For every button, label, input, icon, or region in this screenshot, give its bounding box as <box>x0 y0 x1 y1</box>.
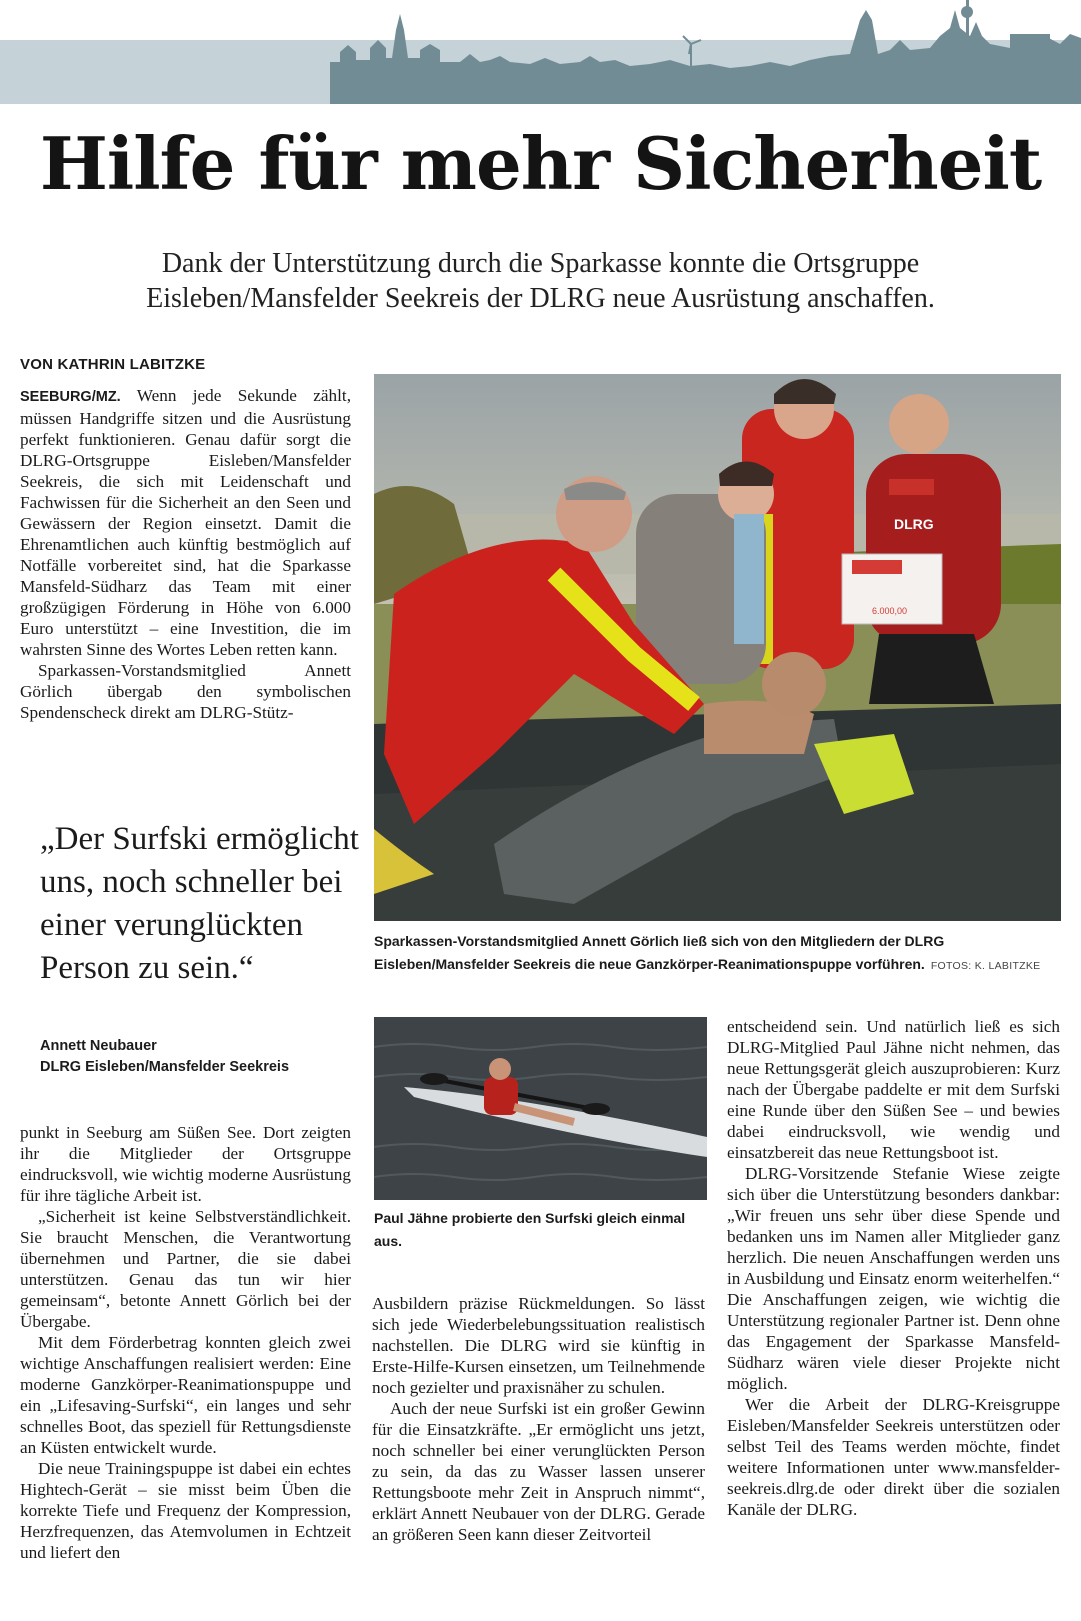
surfski-scene-illustration <box>374 1017 707 1200</box>
headline: Hilfe für mehr Sicherheit <box>39 121 1042 206</box>
cpr-scene-illustration <box>374 374 1061 921</box>
dateline: SEEBURG/MZ. <box>20 389 121 405</box>
paragraph: Mit dem Förderbetrag konnten gleich zwei wichtige Anschaffungen realisiert werden: Eine moderne Ganzkörper-Reanimationspuppe und ein „Lifesaving-Surfski“, ein langes und sehr schnelles Boot, das speziell für Rettungsdienste an Küsten entwickelt wurde. <box>20 1333 351 1457</box>
subhead-line-1: Dank der Unterstützung durch die Sparkasse konnte die Ortsgruppe <box>161 248 920 279</box>
surfski-photo <box>374 1017 707 1200</box>
subheadline <box>70 246 1011 316</box>
main-photo-cpr-demonstration <box>374 374 1061 921</box>
paragraph: DLRG-Vorsitzende Stefanie Wiese zeigte sich über die Unterstützung besonders dankbar: „Wir freuen uns sehr über diese Spende und bedanken uns im Namen aller Mitglieder ganz herzlich. Die neuen Anschaffungen werden uns in Ausbildung und Einsatz enorm weiterhelfen.“ Die Anschaffungen zeigen, wie wichtig die Unterstützung regionaler Partner ist. Denn ohne das Engagement der Sparkasse Mansfeld-Südharz wären viele dieser Projekte nicht möglich. <box>727 1164 1060 1393</box>
paragraph: Wer die Arbeit der DLRG-Kreisgruppe Eisleben/Mansfelder Seekreis unterstützen oder selbst Teil des Teams werden möchte, findet weitere Informationen unter www.mansfelder-seekreis.dlrg.de oder direkt über die sozialen Kanäle der DLRG. <box>727 1395 1060 1519</box>
article-column-1-bottom <box>20 1122 351 1563</box>
cheque-amount: 6.000,00 <box>872 606 908 616</box>
paragraph: punkt in Seeburg am Süßen See. Dort zeigten ihr die Mitglieder der Ortsgruppe eindrucksvoll, wie wichtig moderne Ausrüstung für ihre tägliche Arbeit ist. <box>20 1123 351 1205</box>
photo-credit: FOTOS: K. LABITZKE <box>930 960 1041 972</box>
paragraph: Die neue Trainingspuppe ist dabei ein echtes Hightech-Gerät – sie misst beim Üben die korrekte Tiefe und Frequenz der Kompression, Herzfrequenzen, das Atemvolumen in Echtzeit und liefert den <box>20 1459 351 1562</box>
paragraph-text: Wenn jede Sekunde zählt, müssen Handgriffe sitzen und die Ausrüstung perfekt funktionieren. Genau dafür sorgt die DLRG-Ortsgruppe Eisleben/Mansfelder Seekreis, die sich mit Leidenschaft und Fachwissen für die Sicherheit an den Seen und Gewässern der Region einsetzt. Damit die Ehrenamtlichen auch künftig bestmöglich auf Notfälle vorbereitet sind, hat die Sparkasse Mansfeld-Südharz das Team mit einer großzügigen Förderung in Höhe von 6.000 Euro unterstützt – eine Investition, die im wahrsten Sinne des Wortes Leben retten kann. <box>20 386 351 659</box>
caption-text: Sparkassen-Vorstandsmitglied Annett Görlich ließ sich von den Mitgliedern der DLRG Eisleben/Mansfelder Seekreis die neue Ganzkörper-Reanimationspuppe vorführen. <box>374 933 945 972</box>
article-column-2 <box>372 1293 705 1545</box>
pull-quote-name: Annett Neubauer <box>40 1038 157 1054</box>
paragraph: „Sicherheit ist keine Selbstverständlichkeit. Sie braucht Menschen, die Verantwortung übernehmen und Partner, die sie dabei unterstützen. Genau das tun wir hier gemeinsam“, betonte Annett Görlich bei der Übergabe. <box>20 1207 351 1331</box>
paragraph: Auch der neue Surfski ist ein großer Gewinn für die Einsatzkräfte. „Er ermöglicht uns jetzt, noch schneller bei einer verunglückten Person zu sein, da das zu Wasser lassen unserer Rettungsboote mehr Zeit in Anspruch nimmt“, erklärt Annett Neubauer von der DLRG. Gerade an größeren Seen kann dieser Zeitvorteil <box>372 1399 705 1544</box>
paragraph <box>20 385 351 660</box>
paragraph: entscheidend sein. Und natürlich ließ es sich DLRG-Mitglied Paul Jähne nicht nehmen, das neue Rettungsgerät gleich auszuprobieren: Kurz nach der Übergabe paddelte er mit dem Surfski eine Runde über den Süßen See – und bewies dabei eindrucksvoll, wie wendig und einsatzbereit das neue Rettungsboot ist. <box>727 1017 1060 1162</box>
surfski-photo-caption: Paul Jähne probierte den Surfski gleich einmal aus. <box>374 1210 686 1249</box>
article-column-3 <box>727 1016 1060 1520</box>
pull-quote-organization: DLRG Eisleben/Mansfelder Seekreis <box>40 1059 290 1075</box>
paragraph: Ausbildern präzise Rückmeldungen. So lässt sich jede Wiederbelebungssituation realistisch nachstellen. Die DLRG wird sie künftig in Erste-Hilfe-Kursen einsetzen, um Teilnehmende noch gezielter und praxisnäher zu schulen. <box>372 1294 705 1397</box>
subhead-line-2: Eisleben/Mansfelder Seekreis der DLRG neue Ausrüstung anschaffen. <box>146 283 935 314</box>
town-skyline-illustration <box>330 0 1081 104</box>
author-byline: VON KATHRIN LABITZKE <box>20 356 206 373</box>
article-column-1-top <box>20 385 351 723</box>
paragraph: Sparkassen-Vorstandsmitglied Annett Görlich übergab den symbolischen Spendenscheck direkt am DLRG-Stütz- <box>20 661 351 722</box>
shirt-logo: DLRG <box>894 516 934 532</box>
pull-quote: „Der Surfski ermöglicht uns, noch schneller bei einer verunglückten Person zu sein.“ <box>40 821 359 986</box>
main-photo-caption <box>374 930 1064 978</box>
